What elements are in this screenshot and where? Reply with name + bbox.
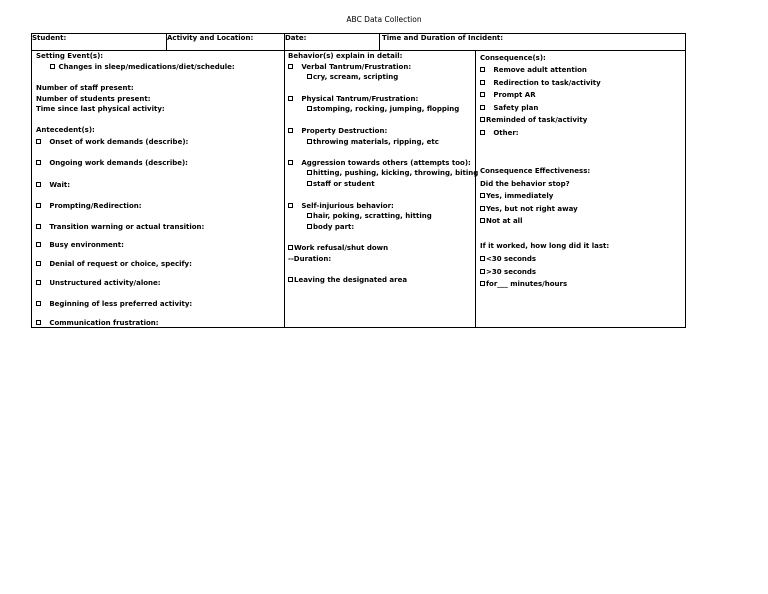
checkbox[interactable] (36, 320, 41, 325)
behavior-subitem[interactable]: hair, poking, scratting, hitting (307, 212, 432, 221)
checkbox[interactable] (480, 130, 485, 135)
abc-form-table (31, 33, 686, 328)
checkbox[interactable] (480, 218, 485, 223)
consequence-column (476, 51, 686, 328)
stop-option[interactable]: Not at all (480, 217, 522, 226)
checkbox[interactable] (288, 245, 293, 250)
time-since-activity-label: Time since last physical activity: (36, 105, 165, 113)
consequence-item[interactable]: Remove adult attention (480, 66, 587, 75)
setting-events-heading: Setting Event(s): (36, 52, 104, 60)
checkbox[interactable] (36, 280, 41, 285)
checkbox[interactable] (307, 170, 312, 175)
behavior-item[interactable]: Work refusal/shut down (288, 244, 388, 253)
checkbox[interactable] (288, 160, 293, 165)
consequence-item[interactable]: Redirection to task/activity (480, 79, 601, 88)
behavior-subitem[interactable]: cry, scream, scripting (307, 73, 398, 82)
student-field[interactable] (32, 34, 167, 51)
behavior-item[interactable]: Aggression towards others (attempts too): (288, 159, 471, 168)
checkbox[interactable] (36, 160, 41, 165)
checkbox[interactable] (480, 92, 485, 97)
date-label: Date: (285, 34, 307, 42)
checkbox[interactable] (480, 80, 485, 85)
checkbox[interactable] (36, 301, 41, 306)
student-label: Student: (32, 34, 67, 42)
consequence-item[interactable]: Prompt AR (480, 91, 536, 100)
checkbox[interactable] (480, 193, 485, 198)
antecedent-item[interactable]: Beginning of less preferred activity: (36, 300, 192, 309)
behavior-subitem[interactable]: throwing materials, ripping, etc (307, 138, 439, 147)
checkbox[interactable] (36, 224, 41, 229)
checkbox[interactable] (480, 281, 485, 286)
behaviors-heading: Behavior(s) explain in detail: (288, 52, 403, 60)
checkbox[interactable] (288, 128, 293, 133)
checkbox[interactable] (307, 213, 312, 218)
checkbox[interactable] (480, 269, 485, 274)
checkbox[interactable] (480, 67, 485, 72)
checkbox[interactable] (288, 96, 293, 101)
last-option[interactable]: <30 seconds (480, 255, 536, 264)
behavior-subitem[interactable]: stomping, rocking, jumping, flopping (307, 105, 459, 114)
checkbox[interactable] (307, 74, 312, 79)
time-label: Time and Duration of Incident: (382, 34, 504, 42)
students-present-label: Number of students present: (36, 95, 151, 103)
antecedent-item[interactable]: Ongoing work demands (describe): (36, 159, 188, 168)
staff-present-label: Number of staff present: (36, 84, 134, 92)
checkbox[interactable] (307, 181, 312, 186)
behavior-stop-question: Did the behavior stop? (480, 180, 570, 188)
behavior-item[interactable]: Property Destruction: (288, 127, 387, 136)
stop-option[interactable]: Yes, but not right away (480, 205, 578, 214)
checkbox[interactable] (36, 261, 41, 266)
effectiveness-heading: Consequence Effectiveness: (480, 167, 591, 175)
behavior-item[interactable]: Verbal Tantrum/Frustration: (288, 63, 411, 72)
consequence-item[interactable]: Other: (480, 129, 519, 138)
antecedent-column (32, 51, 285, 328)
behavior-subitem[interactable]: hitting, pushing, kicking, throwing, biting (307, 169, 478, 178)
checkbox[interactable] (36, 203, 41, 208)
antecedent-item[interactable]: Denial of request or choice, specify: (36, 260, 192, 269)
antecedents-heading: Antecedent(s): (36, 126, 95, 134)
checkbox[interactable] (36, 139, 41, 144)
last-option[interactable]: for___ minutes/hours (480, 280, 567, 289)
checkbox[interactable] (480, 206, 485, 211)
time-duration-field[interactable] (380, 34, 686, 51)
behavior-column (285, 51, 479, 328)
antecedent-item[interactable]: Onset of work demands (describe): (36, 138, 188, 147)
checkbox[interactable] (36, 182, 41, 187)
behavior-item[interactable]: Self-injurious behavior: (288, 202, 394, 211)
consequences-heading: Consequence(s): (480, 54, 546, 62)
checkbox[interactable] (288, 203, 293, 208)
antecedent-item[interactable]: Unstructured activity/alone: (36, 279, 161, 288)
checkbox[interactable] (480, 105, 485, 110)
consequence-item[interactable]: Safety plan (480, 104, 538, 113)
antecedent-item[interactable]: Prompting/Redirection: (36, 202, 142, 211)
checkbox[interactable] (288, 64, 293, 69)
setting-item[interactable]: Changes in sleep/medications/diet/schedule: (50, 63, 235, 72)
checkbox[interactable] (50, 64, 55, 69)
stop-option[interactable]: Yes, immediately (480, 192, 553, 201)
behavior-item[interactable]: Physical Tantrum/Frustration: (288, 95, 418, 104)
activity-location-field[interactable] (167, 34, 285, 51)
checkbox[interactable] (480, 117, 485, 122)
checkbox[interactable] (307, 106, 312, 111)
activity-label: Activity and Location: (167, 34, 254, 42)
antecedent-item[interactable]: Busy environment: (36, 241, 124, 250)
checkbox[interactable] (288, 277, 293, 282)
antecedent-item[interactable]: Communication frustration: (36, 319, 159, 328)
behavior-subitem[interactable]: body part: (307, 223, 354, 232)
checkbox[interactable] (307, 139, 312, 144)
duration-label: --Duration: (288, 255, 332, 263)
date-field[interactable] (285, 34, 380, 51)
checkbox[interactable] (36, 242, 41, 247)
page-title: ABC Data Collection (346, 15, 422, 24)
antecedent-item[interactable]: Wait: (36, 181, 70, 190)
last-option[interactable]: >30 seconds (480, 268, 536, 277)
antecedent-item[interactable]: Transition warning or actual transition: (36, 223, 204, 232)
checkbox[interactable] (307, 224, 312, 229)
consequence-item[interactable]: Reminded of task/activity (480, 116, 587, 125)
checkbox[interactable] (480, 256, 485, 261)
behavior-item[interactable]: Leaving the designated area (288, 276, 407, 285)
duration-question: If it worked, how long did it last: (480, 242, 610, 250)
behavior-subitem[interactable]: staff or student (307, 180, 375, 189)
